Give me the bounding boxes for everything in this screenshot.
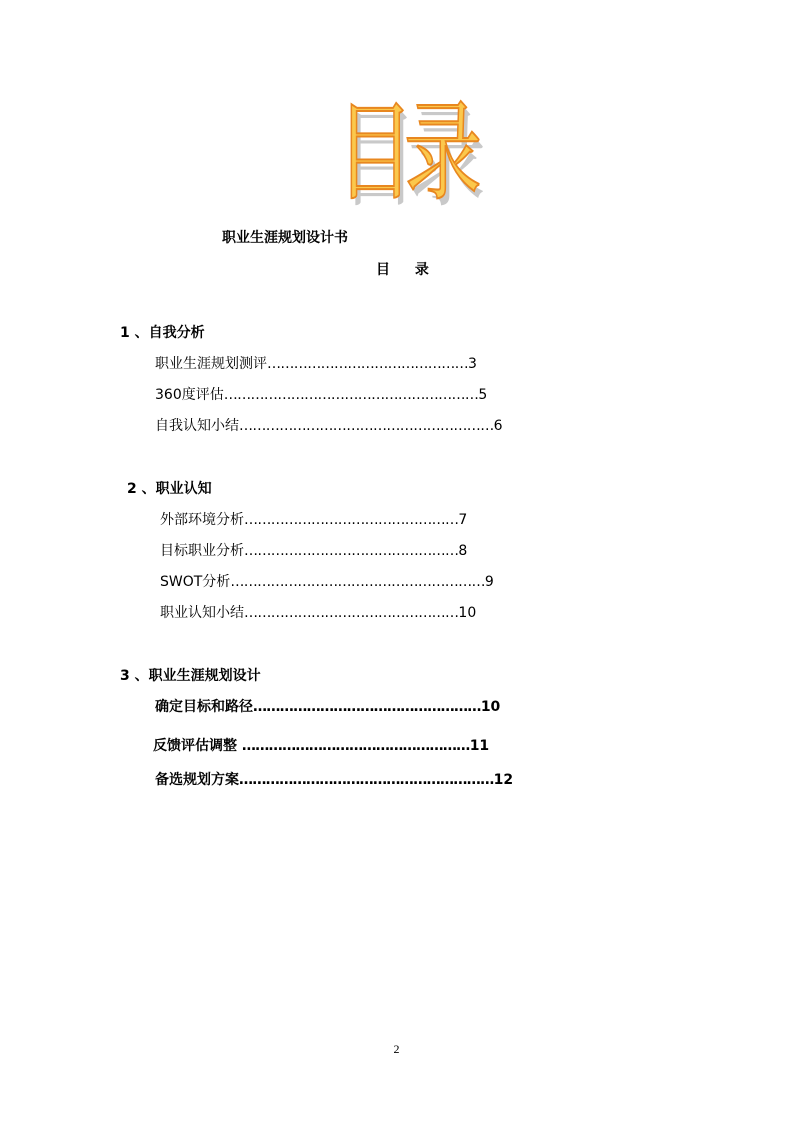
toc-entry-label: 反馈评估调整 (153, 738, 242, 754)
page-number: 2 (393, 1042, 400, 1056)
toc-leader-dots: ………………………………………………… (230, 574, 485, 590)
toc-leader-dots: ………………………………………………… (239, 418, 494, 434)
toc-entry-page: 11 (469, 738, 490, 754)
toc-leader-dots: …………………………………………… (253, 699, 481, 715)
toc-leader-dots: ………………………………………… (244, 512, 459, 528)
toc-heading: 目 录 (376, 262, 439, 278)
toc-leader-dots: ………………………………………… (244, 605, 459, 621)
toc-entry[interactable] (155, 769, 513, 789)
toc-entry-label: 职业认知小结 (160, 605, 244, 621)
toc-entry-label: 职业生涯规划测评 (155, 356, 267, 372)
toc-entry-label: SWOT分析 (160, 574, 231, 590)
toc-entry[interactable] (155, 353, 477, 373)
toc-leader-dots: …………………………………………… (241, 738, 470, 754)
toc-entry-page: 5 (478, 387, 488, 403)
toc-entry-page: 10 (480, 699, 501, 715)
toc-leader-dots: ………………………………………… (244, 543, 459, 559)
toc-leader-dots: ……………………………………… (267, 356, 469, 372)
toc-entry[interactable] (160, 540, 467, 560)
toc-entry-page: 10 (458, 605, 477, 621)
toc-entry-page: 6 (493, 418, 503, 434)
toc-entry-page: 7 (458, 512, 468, 528)
toc-entry[interactable] (160, 571, 494, 591)
toc-entry[interactable] (155, 384, 487, 404)
toc-entry[interactable] (153, 735, 489, 755)
toc-entry[interactable] (155, 696, 500, 716)
toc-entry[interactable] (160, 602, 476, 622)
toc-entry[interactable] (160, 509, 467, 529)
toc-entry-page: 9 (484, 574, 494, 590)
toc-entry-label: 备选规划方案 (155, 772, 239, 788)
section-heading-self-analysis: 1 、自我分析 (120, 325, 205, 341)
toc-entry-page: 3 (468, 356, 477, 372)
toc-leader-dots: ………………………………………………… (239, 772, 494, 788)
toc-entry-label: 外部环境分析 (160, 512, 244, 528)
section-heading-career-planning: 3 、职业生涯规划设计 (120, 668, 261, 684)
toc-entry-page: 8 (458, 543, 468, 559)
wordart-title: 目录 (336, 91, 473, 216)
toc-leader-dots: ………………………………………………… (223, 387, 479, 403)
toc-entry[interactable] (155, 415, 503, 435)
toc-entry-label: 自我认知小结 (155, 418, 239, 434)
toc-entry-page: 12 (493, 772, 514, 788)
section-heading-career-cognition: 2 、职业认知 (127, 481, 212, 497)
toc-entry-label: 目标职业分析 (160, 543, 244, 559)
document-title: 职业生涯规划设计书 (222, 230, 348, 246)
toc-entry-label: 确定目标和路径 (155, 699, 253, 715)
toc-entry-label: 360度评估 (155, 387, 224, 403)
